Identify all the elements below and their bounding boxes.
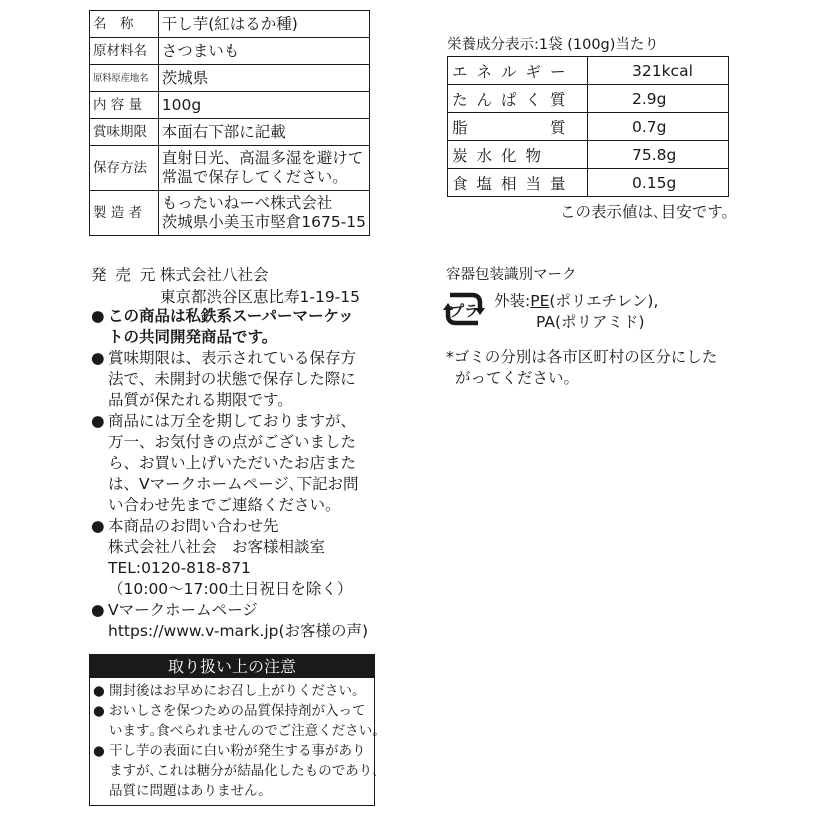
note-line: は、Vマークホームページ､下記お問 (108, 475, 359, 493)
info-value-line: 茨城県 (161, 68, 209, 87)
caution-line: おいしさを保つための品質保持剤が入って (109, 703, 366, 719)
caution-line: 干し芋の表面に白い粉が発生する事があり (109, 743, 366, 759)
note-item (91, 600, 391, 642)
recycle-pe-suffix: (ポリエチレン), (549, 292, 659, 310)
trash-note-line: *ゴミの分別は各市区町村の区分にした (446, 348, 718, 366)
info-row (90, 11, 370, 38)
note-item (91, 516, 391, 600)
info-value-line: 常温で保存してください。 (161, 168, 348, 186)
bullet-icon: ● (93, 743, 105, 759)
note-line: い合わせ先までご連絡ください。 (108, 496, 341, 514)
note-line: ら、お買い上げいただいたお店また (108, 454, 357, 472)
bullet-icon: ● (91, 517, 105, 535)
product-info-table (89, 10, 370, 236)
nutrition-note: この表示値は､目安です。 (560, 203, 738, 221)
bullet-icon: ● (93, 703, 105, 719)
note-item (91, 411, 391, 516)
nutrition-value: 321kcal (588, 57, 729, 85)
info-value-line: 直射日光、高温多湿を避けて (161, 149, 364, 167)
bullet-icon: ● (91, 412, 105, 430)
note-item (91, 306, 391, 348)
caution-line: 品質に問題はありません。 (109, 783, 272, 799)
nutrition-row (448, 169, 729, 197)
seller-name: 株式会社八社会 (160, 266, 269, 284)
recycle-prefix: 外装: (494, 292, 531, 310)
bullet-icon: ● (93, 683, 105, 699)
info-value-line: 本面右下部に記載 (161, 122, 286, 141)
seller-address: 東京都渋谷区恵比寿1-19-15 (160, 288, 360, 306)
info-value (158, 11, 369, 38)
nutrition-row (448, 141, 729, 169)
info-row (90, 146, 370, 191)
nutrition-row (448, 57, 729, 85)
info-row (90, 191, 370, 236)
caution-title: 取り扱い上の注意 (90, 655, 374, 678)
nutrition-title: 栄養成分表示:1袋 (100g)当たり (447, 37, 659, 53)
recycle-pura-icon (442, 289, 486, 329)
nutrition-label: 食塩相当量 (448, 169, 588, 197)
trash-sorting-note (446, 347, 736, 389)
info-value-line: 茨城県小美玉市堅倉1675-15 (161, 213, 366, 231)
bullet-icon: ● (91, 601, 105, 619)
note-line: Vマークホームページ (108, 601, 258, 619)
info-key: 賞味期限 (90, 119, 159, 146)
note-line: TEL:0120-818-871 (108, 559, 251, 577)
info-key: 保存方法 (90, 146, 159, 191)
nutrition-value: 0.15g (588, 169, 729, 197)
nutrition-value: 75.8g (588, 141, 729, 169)
info-row (90, 119, 370, 146)
info-row (90, 65, 370, 92)
info-value-line: 干し芋(紅はるか種) (161, 14, 298, 33)
nutrition-row (448, 113, 729, 141)
note-line: この商品は私鉄系スーパーマーケッ (108, 307, 354, 325)
info-value-line: もったいねーべ株式会社 (161, 194, 333, 212)
info-row (90, 92, 370, 119)
caution-line: 開封後はお早めにお召し上がりください。 (109, 683, 366, 699)
recycle-material-line2: PA(ポリアミド) (536, 313, 645, 331)
note-line: 万一、お気付きの点がございました (108, 433, 357, 451)
info-value-line: 100g (161, 95, 202, 114)
nutrition-label: エネルギー (448, 57, 588, 85)
note-item (91, 348, 391, 411)
info-key: 製 造 者 (90, 191, 159, 236)
info-value (158, 38, 369, 65)
info-value (158, 191, 369, 236)
caution-item (93, 681, 370, 701)
handling-caution-box (89, 654, 379, 806)
nutrition-label: 脂 質 (448, 113, 588, 141)
seller-label: 発 売 元 (91, 266, 158, 284)
note-line: （10:00～17:00土日祝日を除く） (108, 580, 353, 598)
caution-item (93, 741, 379, 801)
recycle-pe: PE (530, 292, 550, 310)
info-value (158, 65, 369, 92)
notes-list (91, 306, 391, 642)
note-line: トの共同開発商品です。 (108, 328, 278, 346)
note-line: 品質が保たれる期限です。 (108, 391, 293, 409)
info-row (90, 38, 370, 65)
caution-list (90, 678, 379, 805)
note-line: 株式会社八社会 お客様相談室 (108, 538, 326, 556)
note-line: 賞味期限は、表示されている保存方 (108, 349, 357, 367)
bullet-icon: ● (91, 307, 105, 325)
nutrition-value: 0.7g (588, 113, 729, 141)
note-line: 本商品のお問い合わせ先 (108, 517, 279, 535)
recycle-material-line1 (494, 289, 658, 311)
recycle-mark-text: プラ (448, 302, 480, 320)
nutrition-value: 2.9g (588, 85, 729, 113)
nutrition-row (448, 85, 729, 113)
trash-note-line: がってください。 (455, 369, 580, 387)
nutrition-table (447, 56, 729, 197)
info-value (158, 92, 369, 119)
info-key: 原材料名 (90, 38, 159, 65)
info-value (158, 119, 369, 146)
info-key: 名 称 (90, 11, 159, 38)
bullet-icon: ● (91, 349, 105, 367)
info-key: 内 容 量 (90, 92, 159, 119)
info-value-line: さつまいも (161, 41, 240, 60)
caution-item (93, 701, 379, 741)
info-key: 原料原産地名 (90, 65, 159, 92)
caution-line: います｡食べられませんのでご注意ください｡ (109, 723, 379, 739)
info-value (158, 146, 369, 191)
caution-line: ますが､これは糖分が結晶化したものであり､ (109, 763, 379, 779)
recycle-mark-title: 容器包装識別マーク (446, 267, 577, 283)
nutrition-label: たんぱく質 (448, 85, 588, 113)
note-line: https://www.v-mark.jp(お客様の声) (108, 622, 369, 640)
note-line: 商品には万全を期しておりますが、 (108, 412, 357, 430)
note-line: 法で、未開封の状態で保存した際に (108, 370, 356, 388)
nutrition-label: 炭水化物 (448, 141, 588, 169)
